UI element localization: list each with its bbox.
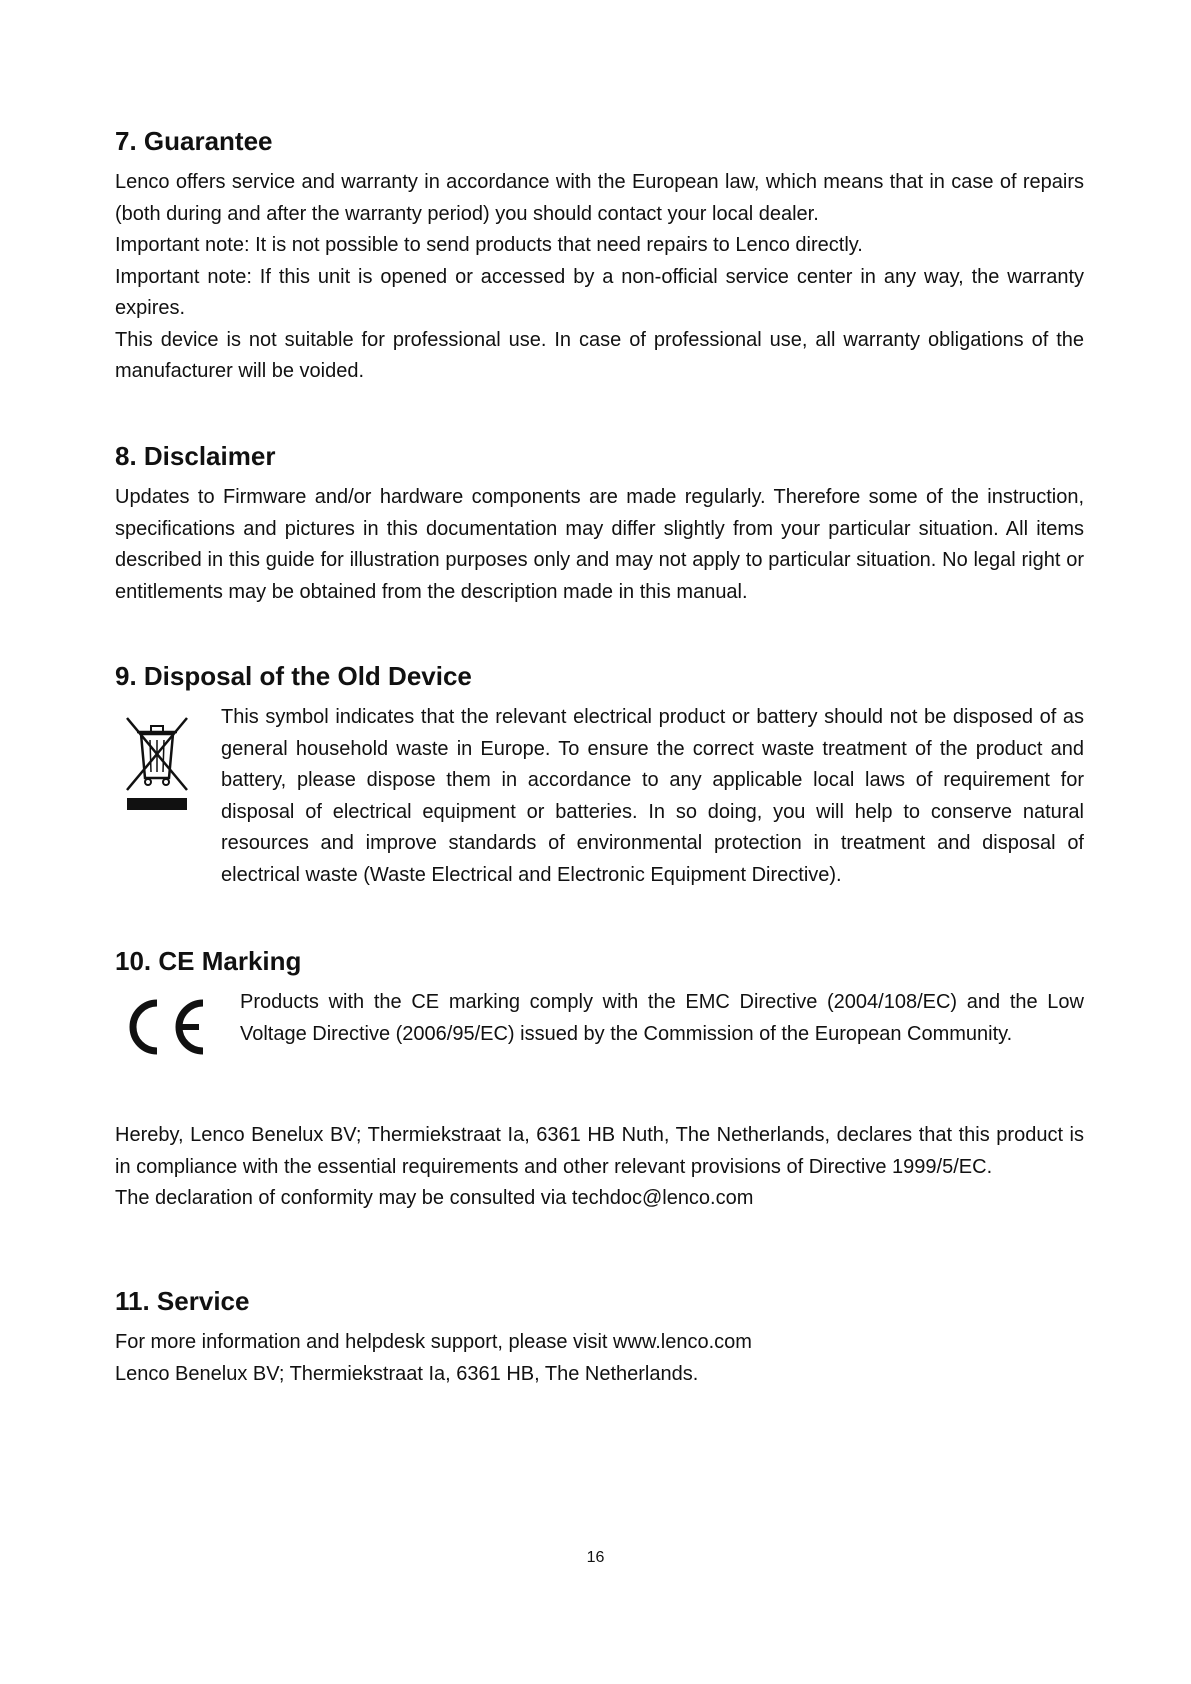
guarantee-paragraph-3: Important note: If this unit is opened or accessed by a non-official service center in any way, the warranty expires. [115,265,1084,319]
section-heading-service: 11. Service [115,1286,250,1316]
section-heading-guarantee: 7. Guarantee [115,126,273,156]
section-heading-ce-marking: 10. CE Marking [115,946,302,976]
section-heading-disclaimer: 8. Disclaimer [115,441,276,471]
guarantee-paragraph-2: Important note: It is not possible to send products that need repairs to Lenco directly. [115,234,863,256]
section-heading-disposal: 9. Disposal of the Old Device [115,661,472,691]
declaration-paragraph-1: Hereby, Lenco Benelux BV; Thermiekstraat Ia, 6361 HB Nuth, The Netherlands, declares that this product is in compliance with the essential requirements and other relevant provisions of Directive 1999/5/EC. [115,1124,1084,1178]
ce-paragraph: Products with the CE marking comply with the EMC Directive (2004/108/EC) and the Low Voltage Directive (2006/95/EC) issued by the Commission of the European Community. [240,991,1084,1045]
ce-row [115,987,1084,1050]
section-ce-marking [115,945,1084,1050]
section-guarantee [115,125,1084,388]
page-number: 16 [586,1549,605,1566]
ce-mark-icon [121,993,213,1061]
disclaimer-paragraph: Updates to Firmware and/or hardware components are made regularly. Therefore some of the instruction, specifications and pictures in this documentation may differ slightly from your particular situation. All items described in this guide for illustration purposes only and may not apply to particular situation. No legal right or entitlements may be obtained from the description made in this manual. [115,486,1084,603]
service-paragraph-1: For more information and helpdesk support, please visit www.lenco.com [115,1331,752,1353]
disposal-paragraph: This symbol indicates that the relevant electrical product or battery should not be disposed of as general household waste in Europe. To ensure the correct waste treatment of the product and battery, please dispose them in accordance to any applicable local laws of requirement for disposal of electrical equipment or batteries. In so doing, you will help to conserve natural resources and improve standards of environmental protection in treatment and disposal of electrical waste (Waste Electrical and Electronic Equipment Directive). [221,706,1084,886]
guarantee-paragraph-4: This device is not suitable for professional use. In case of professional use, all warranty obligations of the manufacturer will be voided. [115,328,1084,382]
declaration-paragraph-2: The declaration of conformity may be consulted via techdoc@lenco.com [115,1187,754,1209]
guarantee-paragraph-1: Lenco offers service and warranty in accordance with the European law, which means that in case of repairs (both during and after the warranty period) you should contact your local dealer. [115,171,1084,225]
section-service [115,1285,1084,1390]
weee-crossed-bin-icon [121,710,193,810]
section-disposal [115,660,1084,891]
section-declaration [115,1120,1084,1215]
section-disclaimer [115,440,1084,608]
disposal-row [115,702,1084,891]
service-paragraph-2: Lenco Benelux BV; Thermiekstraat Ia, 6361 HB, The Netherlands. [115,1362,699,1385]
